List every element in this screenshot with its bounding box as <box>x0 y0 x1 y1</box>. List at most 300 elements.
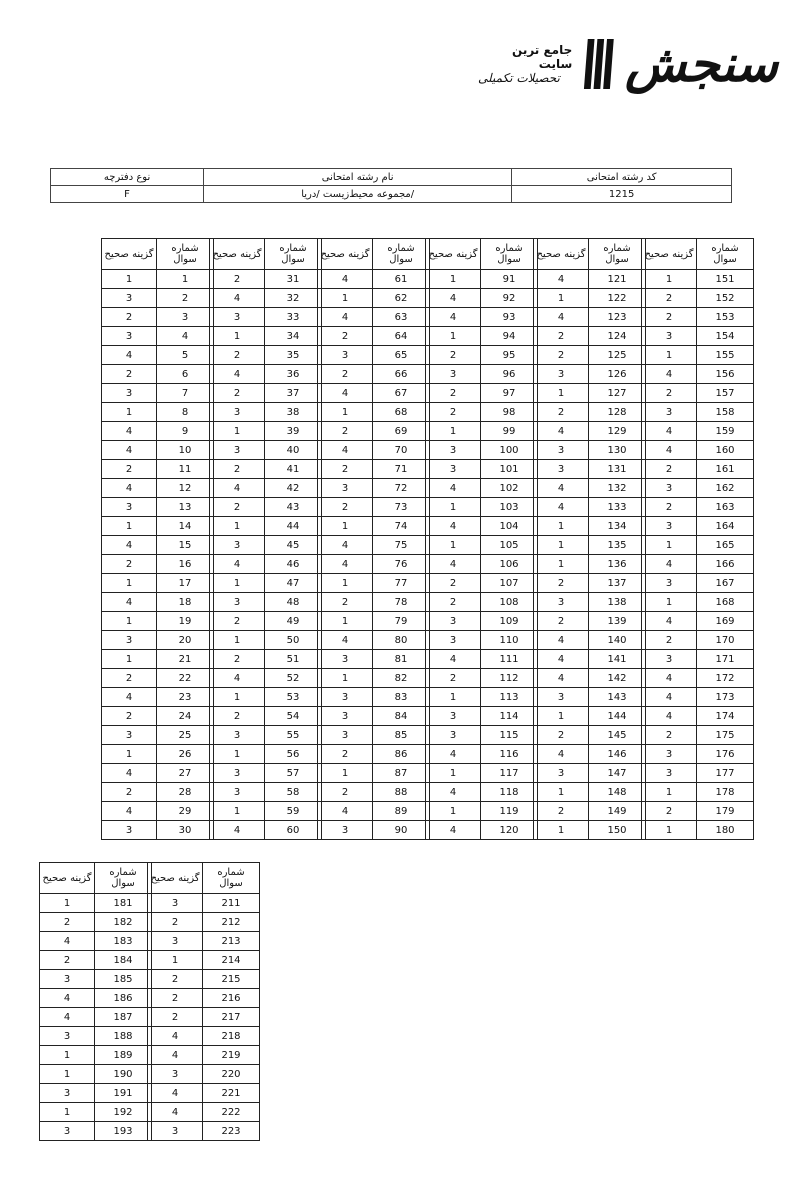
answer-row <box>534 270 646 289</box>
question-number: 77 <box>373 574 430 593</box>
correct-option: 2 <box>148 913 203 932</box>
correct-option: 3 <box>40 970 95 989</box>
correct-option: 3 <box>210 403 265 422</box>
answer-row <box>318 574 430 593</box>
correct-option: 4 <box>210 289 265 308</box>
correct-option: 4 <box>426 555 481 574</box>
answer-row <box>210 536 322 555</box>
correct-option: 4 <box>642 365 697 384</box>
correct-option: 4 <box>102 802 157 821</box>
answer-header: گزینه صحیح <box>148 863 203 894</box>
answer-row <box>318 802 430 821</box>
correct-option: 3 <box>148 932 203 951</box>
correct-option: 1 <box>318 517 373 536</box>
answer-row <box>318 346 430 365</box>
correct-option: 3 <box>210 764 265 783</box>
answer-row <box>102 270 214 289</box>
answer-row <box>102 308 214 327</box>
question-number: 164 <box>697 517 754 536</box>
answer-row <box>426 536 538 555</box>
correct-option: 3 <box>318 726 373 745</box>
correct-option: 1 <box>102 403 157 422</box>
answer-row <box>102 289 214 308</box>
answer-row <box>210 346 322 365</box>
answer-row <box>102 384 214 403</box>
answer-row <box>642 536 754 555</box>
question-number: 145 <box>589 726 646 745</box>
answer-row <box>534 555 646 574</box>
correct-option: 3 <box>426 707 481 726</box>
question-number: 98 <box>481 403 538 422</box>
answer-row <box>426 460 538 479</box>
answer-row <box>102 441 214 460</box>
group-header-row <box>318 239 430 270</box>
answer-row <box>210 555 322 574</box>
question-number: 86 <box>373 745 430 764</box>
correct-option: 1 <box>426 536 481 555</box>
question-number: 124 <box>589 327 646 346</box>
correct-option: 4 <box>102 422 157 441</box>
correct-option: 2 <box>210 650 265 669</box>
correct-option: 3 <box>40 1122 95 1141</box>
answer-row <box>102 612 214 631</box>
correct-option: 3 <box>642 327 697 346</box>
correct-option: 3 <box>148 1065 203 1084</box>
question-number: 35 <box>265 346 322 365</box>
correct-option: 1 <box>426 688 481 707</box>
correct-option: 3 <box>318 650 373 669</box>
correct-option: 1 <box>642 821 697 840</box>
question-number: 178 <box>697 783 754 802</box>
question-number: 141 <box>589 650 646 669</box>
correct-option: 1 <box>642 536 697 555</box>
correct-option: 2 <box>534 574 589 593</box>
correct-option: 1 <box>426 422 481 441</box>
question-number: 47 <box>265 574 322 593</box>
answer-row <box>102 783 214 802</box>
correct-option: 4 <box>534 631 589 650</box>
question-number: 31 <box>265 270 322 289</box>
correct-option: 1 <box>318 612 373 631</box>
question-number: 166 <box>697 555 754 574</box>
correct-option: 3 <box>426 365 481 384</box>
answer-row <box>426 403 538 422</box>
answer-row <box>318 650 430 669</box>
correct-option: 4 <box>148 1027 203 1046</box>
correct-option: 4 <box>148 1103 203 1122</box>
answer-row <box>534 479 646 498</box>
question-number: 127 <box>589 384 646 403</box>
answer-row <box>318 403 430 422</box>
answer-row <box>426 384 538 403</box>
answer-row <box>210 460 322 479</box>
answer-row <box>40 970 152 989</box>
answer-row <box>642 612 754 631</box>
question-number: 38 <box>265 403 322 422</box>
question-number: 220 <box>203 1065 260 1084</box>
answer-row <box>642 593 754 612</box>
answer-row <box>534 346 646 365</box>
correct-option: 2 <box>102 783 157 802</box>
correct-option: 1 <box>102 612 157 631</box>
answer-row <box>534 327 646 346</box>
correct-option: 4 <box>40 932 95 951</box>
correct-option: 3 <box>318 821 373 840</box>
site-logo <box>478 28 778 100</box>
correct-option: 4 <box>102 688 157 707</box>
question-number: 63 <box>373 308 430 327</box>
answer-row <box>642 745 754 764</box>
correct-option: 2 <box>534 327 589 346</box>
answer-row <box>534 517 646 536</box>
correct-option: 2 <box>318 783 373 802</box>
correct-option: 4 <box>426 745 481 764</box>
question-number: 72 <box>373 479 430 498</box>
question-number: 1 <box>157 270 214 289</box>
question-number: 221 <box>203 1084 260 1103</box>
code-label: کد رشته امتحانی <box>512 169 732 186</box>
question-number: 130 <box>589 441 646 460</box>
question-number: 131 <box>589 460 646 479</box>
question-number: 49 <box>265 612 322 631</box>
correct-option: 4 <box>534 498 589 517</box>
answer-row <box>318 441 430 460</box>
answer-row <box>102 327 214 346</box>
question-number: 186 <box>95 989 152 1008</box>
question-number: 62 <box>373 289 430 308</box>
answer-row <box>534 593 646 612</box>
question-number: 158 <box>697 403 754 422</box>
question-number: 4 <box>157 327 214 346</box>
correct-option: 3 <box>318 688 373 707</box>
question-number: 137 <box>589 574 646 593</box>
question-number: 157 <box>697 384 754 403</box>
correct-option: 1 <box>426 802 481 821</box>
answer-row <box>426 517 538 536</box>
correct-option: 1 <box>102 650 157 669</box>
correct-option: 2 <box>642 308 697 327</box>
answer-row <box>426 669 538 688</box>
question-number: 46 <box>265 555 322 574</box>
question-number: 147 <box>589 764 646 783</box>
question-number: 79 <box>373 612 430 631</box>
answer-row <box>534 422 646 441</box>
correct-option: 4 <box>210 479 265 498</box>
question-number: 2 <box>157 289 214 308</box>
correct-option: 4 <box>426 308 481 327</box>
question-number: 222 <box>203 1103 260 1122</box>
logo-bars-icon <box>582 38 615 90</box>
correct-option: 2 <box>426 384 481 403</box>
question-number: 219 <box>203 1046 260 1065</box>
answer-row <box>210 365 322 384</box>
correct-option: 4 <box>642 422 697 441</box>
answer-row <box>426 650 538 669</box>
question-number: 112 <box>481 669 538 688</box>
question-number: 29 <box>157 802 214 821</box>
answer-row <box>534 574 646 593</box>
answer-row <box>148 1008 260 1027</box>
answer-row <box>426 783 538 802</box>
question-number: 73 <box>373 498 430 517</box>
correct-option: 3 <box>148 1122 203 1141</box>
answer-row <box>318 517 430 536</box>
answer-row <box>318 612 430 631</box>
answer-group <box>317 238 430 840</box>
question-number: 119 <box>481 802 538 821</box>
answer-row <box>210 593 322 612</box>
correct-option: 4 <box>318 555 373 574</box>
correct-option: 3 <box>210 593 265 612</box>
question-number: 189 <box>95 1046 152 1065</box>
answer-row <box>210 289 322 308</box>
answer-row <box>210 707 322 726</box>
answer-row <box>642 403 754 422</box>
question-number: 88 <box>373 783 430 802</box>
answer-row <box>534 308 646 327</box>
correct-option: 2 <box>318 593 373 612</box>
answer-row <box>102 802 214 821</box>
question-header: شماره سوال <box>481 239 538 270</box>
question-number: 28 <box>157 783 214 802</box>
correct-option: 1 <box>210 745 265 764</box>
correct-option: 2 <box>318 745 373 764</box>
answer-row <box>318 726 430 745</box>
question-number: 9 <box>157 422 214 441</box>
correct-option: 2 <box>534 802 589 821</box>
correct-option: 3 <box>426 460 481 479</box>
correct-option: 2 <box>426 593 481 612</box>
question-number: 44 <box>265 517 322 536</box>
correct-option: 2 <box>426 574 481 593</box>
question-number: 190 <box>95 1065 152 1084</box>
correct-option: 3 <box>642 574 697 593</box>
correct-option: 1 <box>102 745 157 764</box>
answer-row <box>102 707 214 726</box>
answer-row <box>534 650 646 669</box>
answer-row <box>40 1122 152 1141</box>
answer-row <box>210 688 322 707</box>
question-number: 109 <box>481 612 538 631</box>
answer-row <box>40 1027 152 1046</box>
question-number: 187 <box>95 1008 152 1027</box>
answer-row <box>210 384 322 403</box>
answer-row <box>318 555 430 574</box>
question-number: 191 <box>95 1084 152 1103</box>
question-number: 165 <box>697 536 754 555</box>
correct-option: 2 <box>210 384 265 403</box>
group-header-row <box>40 863 152 894</box>
answer-row <box>210 422 322 441</box>
answer-row <box>534 441 646 460</box>
correct-option: 3 <box>318 707 373 726</box>
question-number: 177 <box>697 764 754 783</box>
correct-option: 4 <box>426 821 481 840</box>
answer-row <box>534 403 646 422</box>
logo-taglines <box>478 43 572 85</box>
question-number: 170 <box>697 631 754 650</box>
answer-row <box>40 1008 152 1027</box>
answer-row <box>318 821 430 840</box>
correct-option: 3 <box>148 894 203 913</box>
question-number: 40 <box>265 441 322 460</box>
correct-option: 4 <box>426 783 481 802</box>
question-number: 168 <box>697 593 754 612</box>
correct-option: 4 <box>534 270 589 289</box>
question-number: 68 <box>373 403 430 422</box>
question-number: 51 <box>265 650 322 669</box>
answer-group <box>209 238 322 840</box>
question-number: 173 <box>697 688 754 707</box>
answer-row <box>148 913 260 932</box>
correct-option: 2 <box>642 726 697 745</box>
answer-row <box>534 821 646 840</box>
answer-row <box>102 422 214 441</box>
question-number: 174 <box>697 707 754 726</box>
answer-header: گزینه صحیح <box>318 239 373 270</box>
correct-option: 1 <box>40 1065 95 1084</box>
answer-row <box>102 726 214 745</box>
answer-row <box>102 498 214 517</box>
question-number: 30 <box>157 821 214 840</box>
question-number: 89 <box>373 802 430 821</box>
question-number: 146 <box>589 745 646 764</box>
answer-row <box>148 894 260 913</box>
question-number: 67 <box>373 384 430 403</box>
correct-option: 4 <box>102 536 157 555</box>
question-number: 55 <box>265 726 322 745</box>
correct-option: 2 <box>642 631 697 650</box>
correct-option: 2 <box>426 669 481 688</box>
booklet-label: نوع دفترچه <box>51 169 204 186</box>
answer-row <box>426 479 538 498</box>
question-number: 39 <box>265 422 322 441</box>
answer-row <box>426 574 538 593</box>
question-number: 214 <box>203 951 260 970</box>
correct-option: 1 <box>210 422 265 441</box>
question-number: 116 <box>481 745 538 764</box>
question-number: 10 <box>157 441 214 460</box>
answer-row <box>642 821 754 840</box>
correct-option: 1 <box>40 1046 95 1065</box>
question-number: 48 <box>265 593 322 612</box>
correct-option: 2 <box>642 289 697 308</box>
correct-option: 3 <box>426 612 481 631</box>
question-number: 223 <box>203 1122 260 1141</box>
answer-row <box>534 498 646 517</box>
question-number: 144 <box>589 707 646 726</box>
answer-group <box>39 862 152 1141</box>
question-header: شماره سوال <box>373 239 430 270</box>
question-number: 58 <box>265 783 322 802</box>
question-number: 181 <box>95 894 152 913</box>
question-number: 135 <box>589 536 646 555</box>
answer-row <box>642 498 754 517</box>
answer-row <box>426 346 538 365</box>
answer-row <box>534 384 646 403</box>
correct-option: 2 <box>534 346 589 365</box>
group-header-row <box>210 239 322 270</box>
answer-row <box>426 308 538 327</box>
question-number: 153 <box>697 308 754 327</box>
question-number: 75 <box>373 536 430 555</box>
correct-option: 3 <box>642 517 697 536</box>
answer-row <box>426 802 538 821</box>
answer-row <box>210 517 322 536</box>
correct-option: 4 <box>210 669 265 688</box>
question-number: 105 <box>481 536 538 555</box>
answer-row <box>102 460 214 479</box>
answer-row <box>148 1065 260 1084</box>
answer-row <box>318 707 430 726</box>
correct-option: 3 <box>40 1084 95 1103</box>
correct-option: 3 <box>102 498 157 517</box>
question-number: 218 <box>203 1027 260 1046</box>
answer-row <box>534 802 646 821</box>
question-number: 83 <box>373 688 430 707</box>
question-number: 56 <box>265 745 322 764</box>
correct-option: 3 <box>426 726 481 745</box>
correct-option: 4 <box>642 441 697 460</box>
correct-option: 3 <box>318 479 373 498</box>
correct-option: 1 <box>318 669 373 688</box>
answer-row <box>102 403 214 422</box>
correct-option: 2 <box>40 913 95 932</box>
question-number: 183 <box>95 932 152 951</box>
answer-row <box>426 612 538 631</box>
question-number: 81 <box>373 650 430 669</box>
correct-option: 3 <box>426 441 481 460</box>
answer-row <box>534 289 646 308</box>
correct-option: 3 <box>102 821 157 840</box>
question-number: 111 <box>481 650 538 669</box>
correct-option: 4 <box>210 365 265 384</box>
answer-group <box>533 238 646 840</box>
answer-row <box>318 422 430 441</box>
question-number: 52 <box>265 669 322 688</box>
question-number: 215 <box>203 970 260 989</box>
correct-option: 2 <box>318 422 373 441</box>
question-number: 156 <box>697 365 754 384</box>
correct-option: 2 <box>642 802 697 821</box>
correct-option: 1 <box>210 688 265 707</box>
answer-row <box>148 1027 260 1046</box>
answer-header: گزینه صحیح <box>534 239 589 270</box>
question-number: 212 <box>203 913 260 932</box>
question-number: 41 <box>265 460 322 479</box>
question-number: 96 <box>481 365 538 384</box>
question-number: 185 <box>95 970 152 989</box>
correct-option: 2 <box>210 346 265 365</box>
correct-option: 3 <box>102 327 157 346</box>
question-number: 85 <box>373 726 430 745</box>
answer-row <box>534 631 646 650</box>
correct-option: 4 <box>318 270 373 289</box>
answer-row <box>40 1065 152 1084</box>
correct-option: 1 <box>40 1103 95 1122</box>
correct-option: 4 <box>102 346 157 365</box>
question-number: 171 <box>697 650 754 669</box>
question-number: 42 <box>265 479 322 498</box>
correct-option: 4 <box>642 688 697 707</box>
answer-row <box>642 517 754 536</box>
answer-row <box>534 764 646 783</box>
answer-row <box>642 308 754 327</box>
correct-option: 1 <box>40 894 95 913</box>
correct-option: 4 <box>148 1046 203 1065</box>
answer-group <box>425 238 538 840</box>
question-number: 184 <box>95 951 152 970</box>
